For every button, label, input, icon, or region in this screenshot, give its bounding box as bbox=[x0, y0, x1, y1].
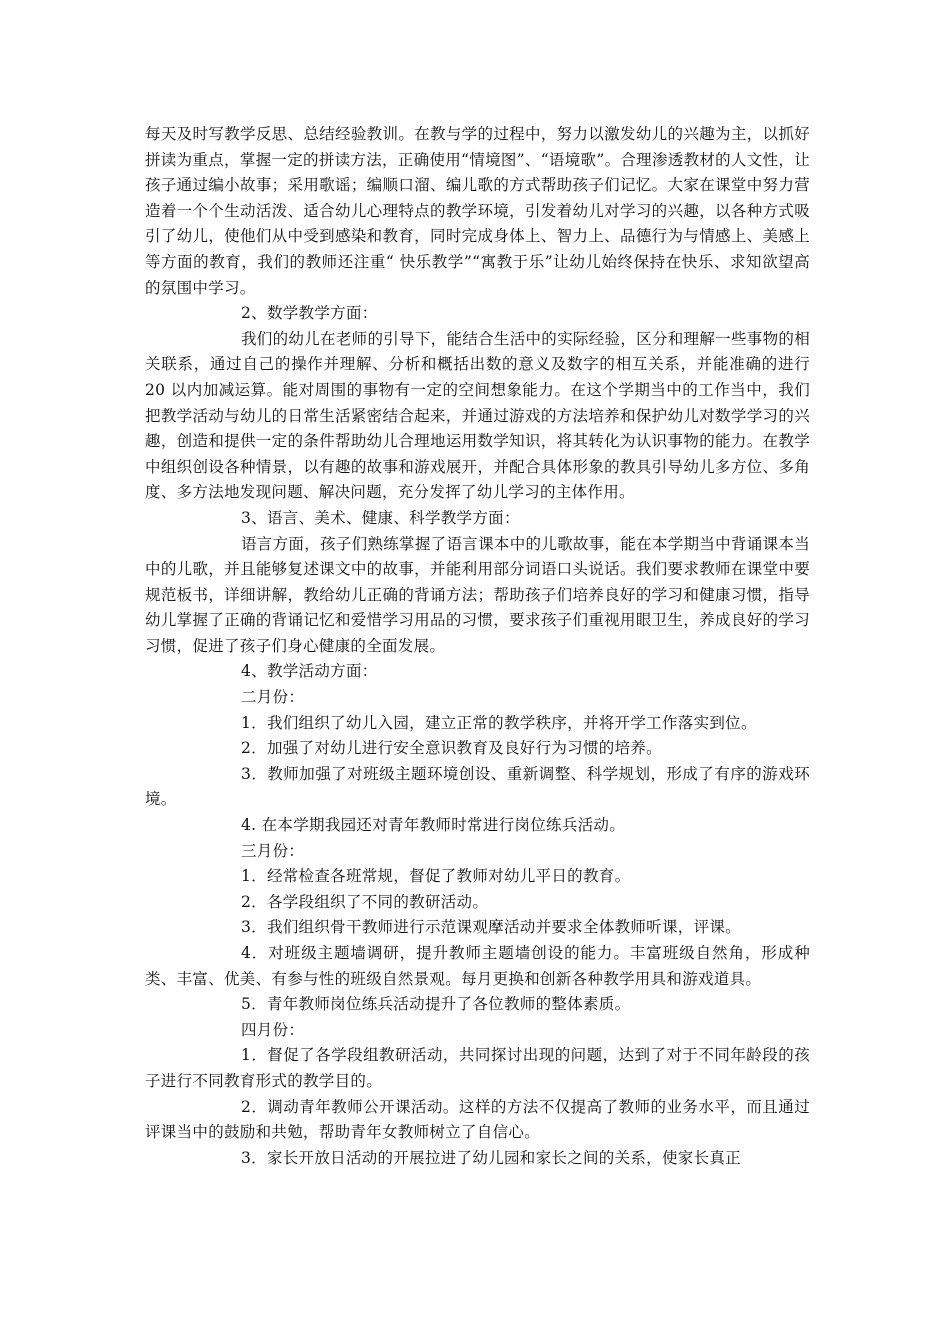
heading-math-teaching: 2、数学教学方面： bbox=[241, 304, 378, 323]
list-item-april-1: 1．督促了各学段组教研活动，共同探讨出现的问题，达到了对于不同年龄段的孩子进行不同教育形式的教学目的。 bbox=[145, 1046, 810, 1090]
paragraph-math-teaching: 我们的幼儿在老师的引导下，能结合生活中的实际经验，区分和理解一些事物的相关联系，通过自己的操作并理解、分析和概括出数的意义及数字的相互关系，并能准确的进行 20 以内加减运算。能对周围的事物有一定的空间想象能力。在这个学期当中的工作当中，我们把教学活动与幼儿的日常生活紧密结合起来，并通过游戏的方法培养和保护幼儿对数学学习的兴趣，创造和提供一定的条件帮助幼儿合理地运用数学知识，将其转化为认识事物的能力。在教学中组织创设各种情景，以有趣的故事和游戏展开，并配合具体形象的教具引导幼儿多方位、多角度、多方法地发现问题、解决问题，充分发挥了幼儿学习的主体作用。 bbox=[145, 329, 810, 502]
list-item-march-1: 1．经常检查各班常规，督促了教师对幼儿平日的教育。 bbox=[241, 867, 631, 886]
list-item-march-5: 5．青年教师岗位练兵活动提升了各位教师的整体素质。 bbox=[241, 995, 631, 1014]
list-item-april-2: 2．调动青年教师公开课活动。这样的方法不仅提高了教师的业务水平，而且通过评课当中的鼓励和共勉，帮助青年女教师树立了自信心。 bbox=[145, 1097, 810, 1142]
list-item-february-3: 3．教师加强了对班级主题环境创设、重新调整、科学规划，形成了有序的游戏环境。 bbox=[145, 764, 810, 809]
heading-language-art-health-science: 3、语言、美术、健康、科学教学方面： bbox=[241, 508, 520, 527]
document-body bbox=[145, 122, 810, 1171]
list-item-april-3: 3．家长开放日活动的开展拉进了幼儿园和家长之间的关系，使家长真正 bbox=[241, 1148, 741, 1167]
list-item-february-2: 2．加强了对幼儿进行安全意识教育及良好行为习惯的培养。 bbox=[241, 739, 662, 758]
list-item-march-4: 4．对班级主题墙调研，提升教师主题墙创设的能力。丰富班级自然角，形成种类、丰富、优美、有参与性的班级自然景观。每月更换和创新各种教学用具和游戏道具。 bbox=[145, 944, 810, 988]
heading-march: 三月份： bbox=[241, 841, 305, 860]
heading-teaching-activities: 4、教学活动方面： bbox=[241, 662, 378, 681]
list-item-march-2: 2．各学段组织了不同的教研活动。 bbox=[241, 892, 489, 911]
paragraph-intro-continued: 每天及时写教学反思、总结经验教训。在教与学的过程中，努力以激发幼儿的兴趣为主，以抓好拼读为重点，掌握一定的拼读方法，正确使用“情境图”、“语境歌”。合理渗透教材的人文性，让孩子通过编小故事；采用歌谣；编顺口溜、编儿歌的方式帮助孩子们记忆。大家在课堂中努力营造着一个个生动活泼、适合幼儿心理特点的教学环境，引发着幼儿对学习的兴趣，以各种方式吸引了幼儿，使他们从中受到感染和教育，同时完成身体上、智力上、品德行为与情感上、美感上等方面的教育，我们的教师还注重“ 快乐教学”“寓教于乐”让幼儿始终保持在快乐、求知欲望高的氛围中学习。 bbox=[145, 125, 810, 297]
heading-february: 二月份： bbox=[241, 688, 305, 707]
list-item-february-4: 4. 在本学期我园还对青年教师时常进行岗位练兵活动。 bbox=[241, 816, 626, 835]
heading-april: 四月份： bbox=[241, 1020, 305, 1039]
list-item-february-1: 1．我们组织了幼儿入园，建立正常的教学秩序，并将开学工作落实到位。 bbox=[241, 713, 757, 732]
list-item-march-3: 3．我们组织骨干教师进行示范课观摩活动并要求全体教师听课，评课。 bbox=[241, 918, 741, 937]
paragraph-language-teaching: 语言方面，孩子们熟练掌握了语言课本中的儿歌故事，能在本学期当中背诵课本当中的儿歌，并且能够复述课文中的故事，并能利用部分词语口头说话。我们要求教师在课堂中要规范板书，详细讲解，教给幼儿正确的背诵方法；帮助孩子们培养良好的学习和健康习惯，指导幼儿掌握了正确的背诵记忆和爱惜学习用品的习惯，要求孩子们重视用眼卫生，养成良好的学习习惯，促进了孩子们身心健康的全面发展。 bbox=[145, 534, 810, 655]
